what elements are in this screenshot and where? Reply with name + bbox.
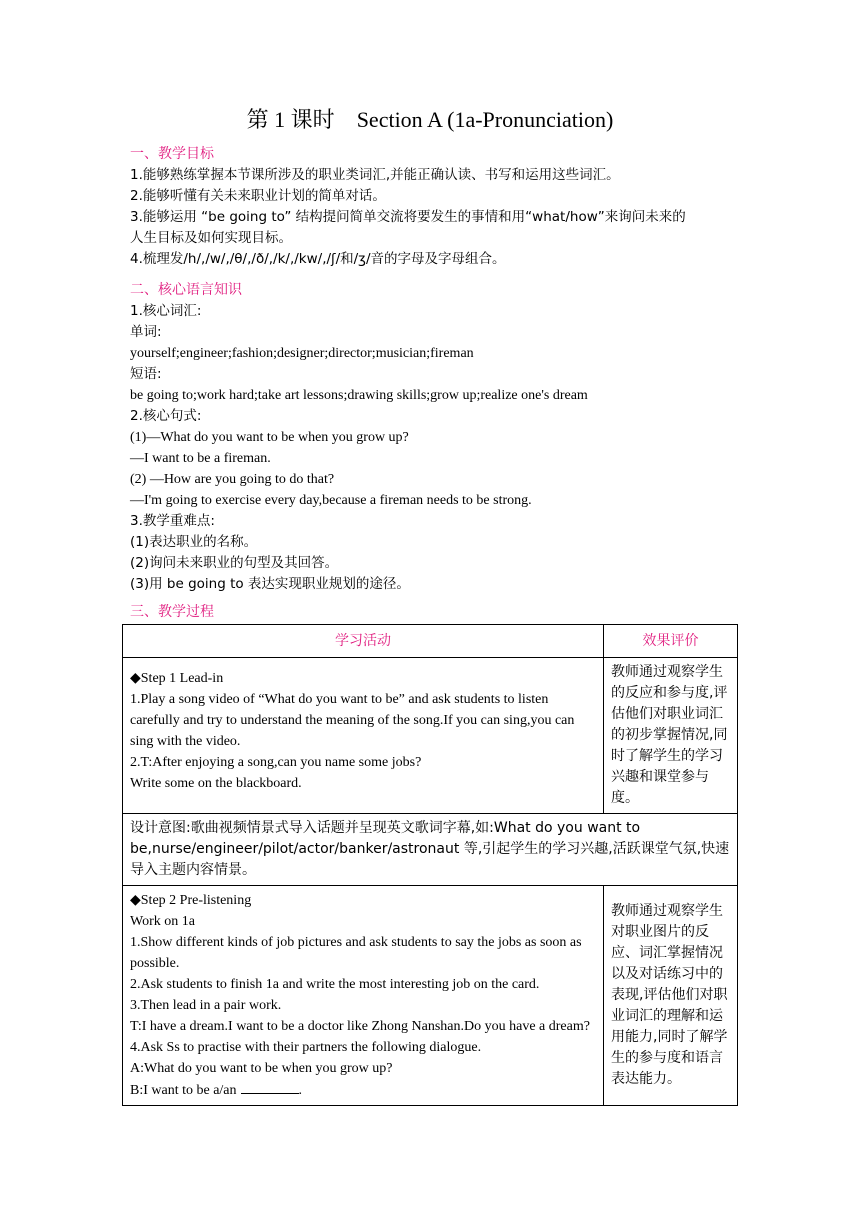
step2-line: 1.Show different kinds of job pictures and ask students to say the jobs as soon as possible. [130,935,582,971]
goal-item: 3.能够运用 “be going to” 结构提问简单交流将要发生的事情和用“what/how”来询问未来的 [130,209,686,225]
answer-blank [241,1079,299,1094]
lesson-label: 第 1 课时 [246,107,335,132]
goal-item: 4.梳理发/h/,/w/,/θ/,/ð/,/k/,/kw/,/ʃ/和/ʒ/音的字母及字母组合。 [130,251,506,267]
goal-item: 2.能够听懂有关未来职业计划的简单对话。 [130,188,386,204]
knowledge-line: (1)表达职业的名称。 [130,534,258,550]
knowledge-line: 3.教学重难点: [130,513,215,529]
step2-line: 3.Then lead in a pair work. [130,998,282,1013]
table-row [123,814,738,886]
goals-section [130,143,740,270]
knowledge-line: (1)—What do you want to be when you grow up? [130,430,409,445]
knowledge-line: —I'm going to exercise every day,because a fireman needs to be strong. [130,493,532,508]
knowledge-line: 短语: [130,366,162,382]
section-label: Section A (1a-Pronunciation) [356,107,614,132]
step2-activity [123,886,604,1106]
knowledge-line: (3)用 be going to 表达实现职业规划的途径。 [130,576,410,592]
step2-line-blank [130,1079,597,1101]
goals-heading: 一、教学目标 [130,146,214,162]
step1-line: Write some on the blackboard. [130,776,302,791]
step2-line-end: . [298,1083,303,1098]
step2-line: ◆Step 2 Pre-listening [130,893,252,908]
table-header-row [123,625,738,658]
table-row [123,658,738,814]
knowledge-line: yourself;engineer;fashion;designer;director;musician;fireman [130,346,474,361]
knowledge-line: be going to;work hard;take art lessons;drawing skills;grow up;realize one's dream [130,388,588,403]
page-title [0,106,860,134]
process-section [130,601,740,623]
step2-line: 2.Ask students to finish 1a and write the most interesting job on the card. [130,977,540,992]
process-table [122,624,738,1106]
design-intent: 设计意图:歌曲视频情景式导入话题并呈现英文歌词字幕,如:What do you want to be,nurse/engineer/pilot/actor/banker/astronaut 等,引起学生的学习兴趣,活跃课堂气氛,快速导入主题内容情景。 [123,814,738,886]
column-header-eval: 效果评价 [604,625,738,658]
knowledge-section [130,279,740,595]
step2-eval: 教师通过观察学生对职业图片的反应、词汇掌握情况以及对话练习中的表现,评估他们对职业词汇的理解和运用能力,同时了解学生的参与度和语言表达能力。 [604,886,738,1106]
knowledge-line: 单词: [130,324,162,340]
step1-line: 2.T:After enjoying a song,can you name some jobs? [130,755,422,770]
knowledge-line: (2) —How are you going to do that? [130,472,335,487]
step2-line: Work on 1a [130,914,195,929]
knowledge-heading: 二、核心语言知识 [130,282,242,298]
knowledge-line: 1.核心词汇: [130,303,202,319]
goal-item: 人生目标及如何实现目标。 [130,230,292,246]
step2-line: T:I have a dream.I want to be a doctor like Zhong Nanshan.Do you have a dream? [130,1019,590,1034]
step1-line: ◆Step 1 Lead-in [130,671,224,686]
step2-line: 4.Ask Ss to practise with their partners the following dialogue. [130,1040,482,1055]
step1-activity [123,658,604,814]
step1-eval: 教师通过观察学生的反应和参与度,评估他们对职业词汇的初步掌握情况,同时了解学生的学习兴趣和课堂参与度。 [604,658,738,814]
column-header-activity: 学习活动 [123,625,604,658]
process-heading: 三、教学过程 [130,604,214,620]
goal-item: 1.能够熟练掌握本节课所涉及的职业类词汇,并能正确认读、书写和运用这些词汇。 [130,167,620,183]
knowledge-line: —I want to be a fireman. [130,451,271,466]
table-row [123,886,738,1106]
knowledge-line: (2)询问未来职业的句型及其回答。 [130,555,339,571]
step2-line: A:What do you want to be when you grow up? [130,1061,393,1076]
step1-line: 1.Play a song video of “What do you want to be” and ask students to listen carefully and try to understand the meaning of the song.If you can sing,you can sing with the video. [130,692,575,749]
step2-line-text: B:I want to be a/an [130,1083,237,1098]
knowledge-line: 2.核心句式: [130,408,202,424]
